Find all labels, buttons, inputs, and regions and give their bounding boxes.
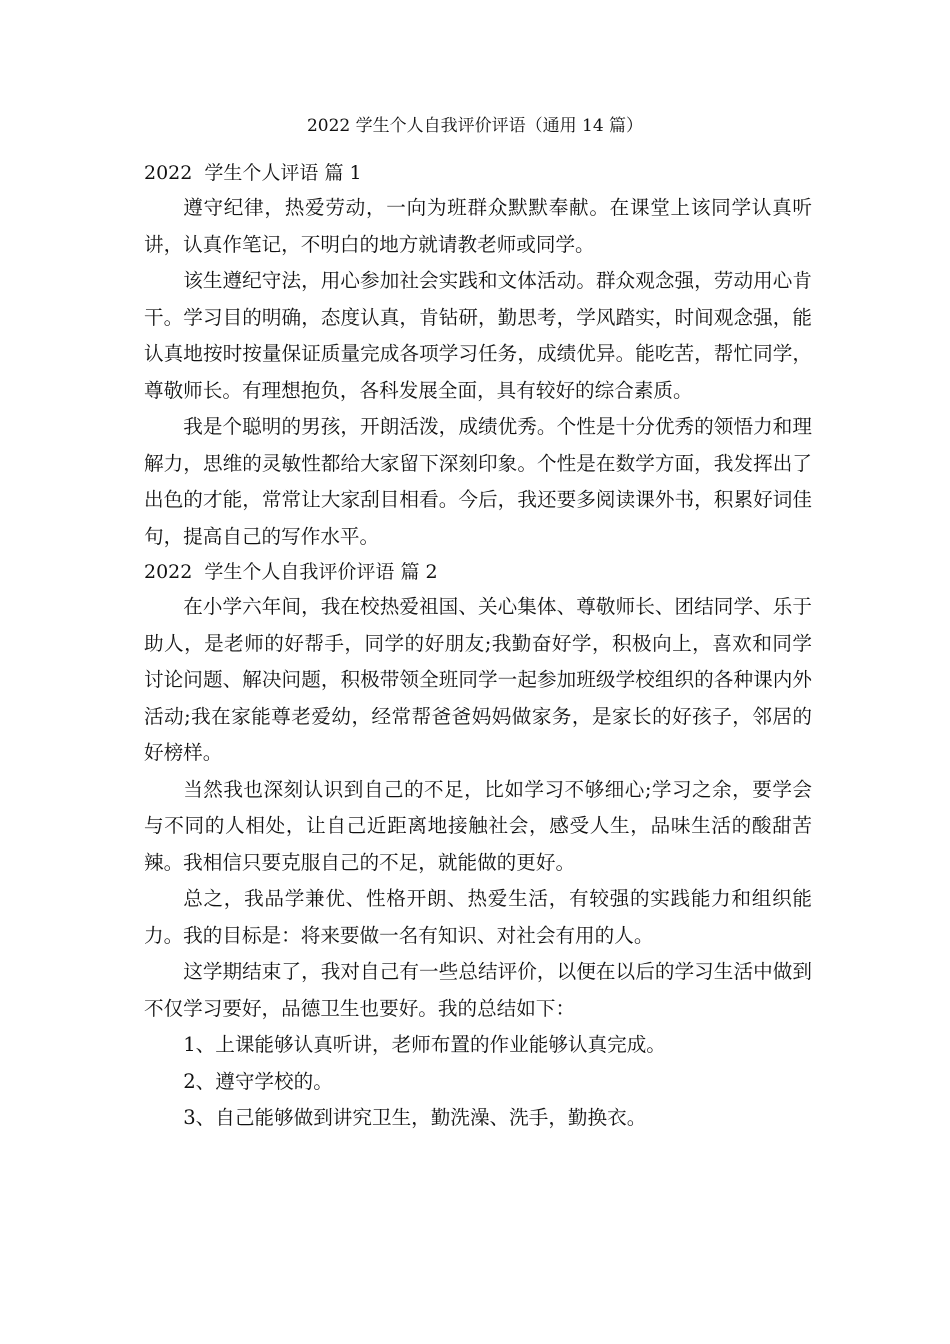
section-heading: 2022 学生个人评语 篇 1	[144, 162, 362, 184]
paragraph: 我是个聪明的男孩，开朗活泼，成绩优秀。个性是十分优秀的领悟力和理解力，思维的灵敏性都给大家留下深刻印象。个性是在数学方面，我发挥出了出色的才能，常常让大家刮目相看。今后，我还要多阅读课外书，积累好词佳句，提高自己的写作水平。	[144, 415, 812, 548]
section-1	[144, 156, 812, 555]
list-item: 1、上课能够认真听讲，老师布置的作业能够认真完成。	[183, 1033, 666, 1056]
list-item: 2、遵守学校的。	[183, 1069, 333, 1093]
section-2	[144, 555, 812, 1137]
paragraph: 该生遵纪守法，用心参加社会实践和文体活动。群众观念强，劳动用心肯干。学习目的明确，态度认真，肯钻研，勤思考，学风踏实，时间观念强，能认真地按时按量保证质量完成各项学习任务，成绩优异。能吃苦，帮忙同学，尊敬师长。有理想抱负，各科发展全面，具有较好的综合素质。	[144, 269, 812, 402]
paragraph: 当然我也深刻认识到自己的不足，比如学习不够细心;学习之余，要学会与不同的人相处，让自己近距离地接触社会，感受人生，品味生活的酸甜苦辣。我相信只要克服自己的不足，就能做的更好。	[144, 777, 812, 874]
list-item: 3、自己能够做到讲究卫生，勤洗澡、洗手，勤换衣。	[183, 1106, 647, 1129]
paragraph: 遵守纪律，热爱劳动，一向为班群众默默奉献。在课堂上该同学认真听讲，认真作笔记，不明白的地方就请教老师或同学。	[144, 196, 812, 256]
paragraph: 这学期结束了，我对自己有一些总结评价，以便在以后的学习生活中做到不仅学习要好，品德卫生也要好。我的总结如下：	[144, 960, 812, 1020]
paragraph: 总之，我品学兼优、性格开朗、热爱生活，有较强的实践能力和组织能力。我的目标是：将来要做一名有知识、对社会有用的人。	[144, 887, 812, 947]
section-heading: 2022 学生个人自我评价评语 篇 2	[144, 561, 438, 583]
document-title: 2022 学生个人自我评价评语（通用 14 篇）	[306, 116, 644, 136]
paragraph: 在小学六年间，我在校热爱祖国、关心集体、尊敬师长、团结同学、乐于助人，是老师的好帮手，同学的好朋友;我勤奋好学，积极向上，喜欢和同学讨论问题、解决问题，积极带领全班同学一起参加班级学校组织的各种课内外活动;我在家能尊老爱幼，经常帮爸爸妈妈做家务，是家长的好孩子，邻居的好榜样。	[144, 595, 812, 764]
document-body	[144, 156, 812, 1137]
